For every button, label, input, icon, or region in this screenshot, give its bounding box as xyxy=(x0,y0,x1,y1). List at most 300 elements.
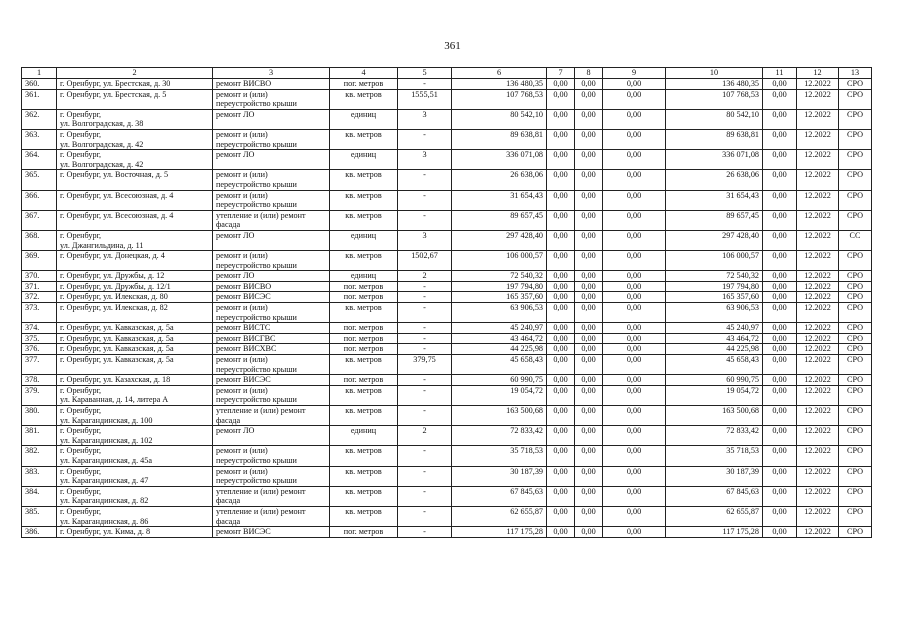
fund-share-cell: 0,00 xyxy=(547,230,575,250)
address-cell: г. Оренбург, ул. Всесоюзная, д. 4 xyxy=(57,210,213,230)
work-type-cell: ремонт и (или) переустройство крыши xyxy=(213,170,330,190)
deadline-cell: 12.2022 xyxy=(797,323,839,334)
address-cell: г. Оренбург, ул. Кавказская, д. 5а xyxy=(57,333,213,344)
owners-funds-cell: 30 187,39 xyxy=(666,466,763,486)
unit-cell: пог. метров xyxy=(330,79,398,90)
other-source-cell: 0,00 xyxy=(603,230,666,250)
total-cost-cell: 43 464,72 xyxy=(452,333,547,344)
specific-cost-cell: 0,00 xyxy=(763,303,797,323)
column-number: 2 xyxy=(57,68,213,79)
specific-cost-cell: 0,00 xyxy=(763,109,797,129)
table-row xyxy=(22,446,872,466)
total-cost-cell: 45 658,43 xyxy=(452,355,547,375)
work-type-cell: ремонт и (или) переустройство крыши xyxy=(213,190,330,210)
method-cell: СРО xyxy=(839,406,872,426)
table-row xyxy=(22,406,872,426)
volume-cell: - xyxy=(398,333,452,344)
works-register-table xyxy=(21,67,872,538)
fund-share-cell: 0,00 xyxy=(547,446,575,466)
column-number: 7 xyxy=(547,68,575,79)
total-cost-cell: 31 654,43 xyxy=(452,190,547,210)
deadline-cell: 12.2022 xyxy=(797,385,839,405)
row-number-cell: 377. xyxy=(22,355,57,375)
budget-share-cell: 0,00 xyxy=(575,281,603,292)
owners-funds-cell: 72 540,32 xyxy=(666,271,763,282)
table-row xyxy=(22,323,872,334)
table-row xyxy=(22,292,872,303)
other-source-cell: 0,00 xyxy=(603,89,666,109)
work-type-cell: ремонт ВИСВО xyxy=(213,79,330,90)
address-cell: г. Оренбург, ул. Джангильдина, д. 11 xyxy=(57,230,213,250)
table-row xyxy=(22,385,872,405)
budget-share-cell: 0,00 xyxy=(575,292,603,303)
total-cost-cell: 19 054,72 xyxy=(452,385,547,405)
budget-share-cell: 0,00 xyxy=(575,303,603,323)
address-cell: г. Оренбург, ул. Караванная, д. 14, литера А xyxy=(57,385,213,405)
specific-cost-cell: 0,00 xyxy=(763,333,797,344)
other-source-cell: 0,00 xyxy=(603,292,666,303)
budget-share-cell: 0,00 xyxy=(575,129,603,149)
specific-cost-cell: 0,00 xyxy=(763,385,797,405)
method-cell: СРО xyxy=(839,150,872,170)
fund-share-cell: 0,00 xyxy=(547,506,575,526)
work-type-cell: ремонт ЛО xyxy=(213,426,330,446)
other-source-cell: 0,00 xyxy=(603,323,666,334)
total-cost-cell: 163 500,68 xyxy=(452,406,547,426)
other-source-cell: 0,00 xyxy=(603,385,666,405)
owners-funds-cell: 26 638,06 xyxy=(666,170,763,190)
fund-share-cell: 0,00 xyxy=(547,292,575,303)
method-cell: СРО xyxy=(839,486,872,506)
row-number-cell: 371. xyxy=(22,281,57,292)
method-cell: СРО xyxy=(839,292,872,303)
table-row xyxy=(22,466,872,486)
table-row xyxy=(22,333,872,344)
specific-cost-cell: 0,00 xyxy=(763,406,797,426)
column-number: 11 xyxy=(763,68,797,79)
column-number-row xyxy=(22,68,872,79)
table-row xyxy=(22,271,872,282)
other-source-cell: 0,00 xyxy=(603,527,666,538)
row-number-cell: 386. xyxy=(22,527,57,538)
specific-cost-cell: 0,00 xyxy=(763,375,797,386)
total-cost-cell: 297 428,40 xyxy=(452,230,547,250)
specific-cost-cell: 0,00 xyxy=(763,129,797,149)
owners-funds-cell: 89 657,45 xyxy=(666,210,763,230)
volume-cell: - xyxy=(398,375,452,386)
total-cost-cell: 197 794,80 xyxy=(452,281,547,292)
address-cell: г. Оренбург, ул. Казахская, д. 18 xyxy=(57,375,213,386)
work-type-cell: ремонт и (или) переустройство крыши xyxy=(213,466,330,486)
work-type-cell: ремонт ЛО xyxy=(213,109,330,129)
total-cost-cell: 35 718,53 xyxy=(452,446,547,466)
unit-cell: кв. метров xyxy=(330,466,398,486)
method-cell: СРО xyxy=(839,129,872,149)
other-source-cell: 0,00 xyxy=(603,210,666,230)
volume-cell: - xyxy=(398,210,452,230)
owners-funds-cell: 165 357,60 xyxy=(666,292,763,303)
method-cell: СРО xyxy=(839,89,872,109)
table-row xyxy=(22,426,872,446)
volume-cell: 1502,67 xyxy=(398,251,452,271)
total-cost-cell: 136 480,35 xyxy=(452,79,547,90)
owners-funds-cell: 117 175,28 xyxy=(666,527,763,538)
method-cell: СРО xyxy=(839,385,872,405)
method-cell: СРО xyxy=(839,375,872,386)
deadline-cell: 12.2022 xyxy=(797,446,839,466)
specific-cost-cell: 0,00 xyxy=(763,466,797,486)
method-cell: СС xyxy=(839,230,872,250)
table-row xyxy=(22,303,872,323)
table-row xyxy=(22,527,872,538)
table-row xyxy=(22,506,872,526)
column-number: 12 xyxy=(797,68,839,79)
method-cell: СРО xyxy=(839,426,872,446)
address-cell: г. Оренбург, ул. Карагандинская, д. 45а xyxy=(57,446,213,466)
budget-share-cell: 0,00 xyxy=(575,109,603,129)
deadline-cell: 12.2022 xyxy=(797,190,839,210)
unit-cell: кв. метров xyxy=(330,385,398,405)
specific-cost-cell: 0,00 xyxy=(763,79,797,90)
row-number-cell: 375. xyxy=(22,333,57,344)
deadline-cell: 12.2022 xyxy=(797,292,839,303)
volume-cell: - xyxy=(398,79,452,90)
work-type-cell: ремонт и (или) переустройство крыши xyxy=(213,129,330,149)
owners-funds-cell: 44 225,98 xyxy=(666,344,763,355)
work-type-cell: ремонт и (или) переустройство крыши xyxy=(213,385,330,405)
address-cell: г. Оренбург, ул. Карагандинская, д. 86 xyxy=(57,506,213,526)
row-number-cell: 382. xyxy=(22,446,57,466)
volume-cell: 3 xyxy=(398,109,452,129)
work-type-cell: утепление и (или) ремонт фасада xyxy=(213,210,330,230)
work-type-cell: ремонт ВИСХВС xyxy=(213,344,330,355)
specific-cost-cell: 0,00 xyxy=(763,251,797,271)
budget-share-cell: 0,00 xyxy=(575,406,603,426)
page-number: 361 xyxy=(444,40,461,52)
other-source-cell: 0,00 xyxy=(603,303,666,323)
specific-cost-cell: 0,00 xyxy=(763,527,797,538)
row-number-cell: 380. xyxy=(22,406,57,426)
total-cost-cell: 72 540,32 xyxy=(452,271,547,282)
row-number-cell: 378. xyxy=(22,375,57,386)
budget-share-cell: 0,00 xyxy=(575,527,603,538)
budget-share-cell: 0,00 xyxy=(575,150,603,170)
address-cell: г. Оренбург, ул. Брестская, д. 30 xyxy=(57,79,213,90)
owners-funds-cell: 80 542,10 xyxy=(666,109,763,129)
deadline-cell: 12.2022 xyxy=(797,355,839,375)
other-source-cell: 0,00 xyxy=(603,271,666,282)
fund-share-cell: 0,00 xyxy=(547,355,575,375)
deadline-cell: 12.2022 xyxy=(797,210,839,230)
unit-cell: кв. метров xyxy=(330,406,398,426)
specific-cost-cell: 0,00 xyxy=(763,271,797,282)
owners-funds-cell: 106 000,57 xyxy=(666,251,763,271)
work-type-cell: ремонт и (или) переустройство крыши xyxy=(213,89,330,109)
total-cost-cell: 44 225,98 xyxy=(452,344,547,355)
row-number-cell: 360. xyxy=(22,79,57,90)
volume-cell: - xyxy=(398,129,452,149)
unit-cell: пог. метров xyxy=(330,281,398,292)
deadline-cell: 12.2022 xyxy=(797,486,839,506)
method-cell: СРО xyxy=(839,527,872,538)
fund-share-cell: 0,00 xyxy=(547,486,575,506)
address-cell: г. Оренбург, ул. Илекская, д. 80 xyxy=(57,292,213,303)
unit-cell: кв. метров xyxy=(330,251,398,271)
deadline-cell: 12.2022 xyxy=(797,426,839,446)
table-row xyxy=(22,190,872,210)
budget-share-cell: 0,00 xyxy=(575,271,603,282)
work-type-cell: утепление и (или) ремонт фасада xyxy=(213,486,330,506)
volume-cell: - xyxy=(398,506,452,526)
volume-cell: 2 xyxy=(398,271,452,282)
method-cell: СРО xyxy=(839,323,872,334)
method-cell: СРО xyxy=(839,466,872,486)
other-source-cell: 0,00 xyxy=(603,344,666,355)
owners-funds-cell: 297 428,40 xyxy=(666,230,763,250)
other-source-cell: 0,00 xyxy=(603,281,666,292)
specific-cost-cell: 0,00 xyxy=(763,190,797,210)
fund-share-cell: 0,00 xyxy=(547,210,575,230)
address-cell: г. Оренбург, ул. Кавказская, д. 5а xyxy=(57,355,213,375)
volume-cell: - xyxy=(398,292,452,303)
work-type-cell: ремонт ВИСЭС xyxy=(213,292,330,303)
fund-share-cell: 0,00 xyxy=(547,109,575,129)
table-row xyxy=(22,251,872,271)
total-cost-cell: 89 638,81 xyxy=(452,129,547,149)
fund-share-cell: 0,00 xyxy=(547,333,575,344)
deadline-cell: 12.2022 xyxy=(797,109,839,129)
total-cost-cell: 106 000,57 xyxy=(452,251,547,271)
table-row xyxy=(22,89,872,109)
specific-cost-cell: 0,00 xyxy=(763,170,797,190)
total-cost-cell: 60 990,75 xyxy=(452,375,547,386)
other-source-cell: 0,00 xyxy=(603,446,666,466)
address-cell: г. Оренбург, ул. Волгоградская, д. 42 xyxy=(57,129,213,149)
unit-cell: единиц xyxy=(330,230,398,250)
table-body xyxy=(22,79,872,538)
column-number: 5 xyxy=(398,68,452,79)
fund-share-cell: 0,00 xyxy=(547,344,575,355)
other-source-cell: 0,00 xyxy=(603,375,666,386)
specific-cost-cell: 0,00 xyxy=(763,150,797,170)
deadline-cell: 12.2022 xyxy=(797,150,839,170)
address-cell: г. Оренбург, ул. Волгоградская, д. 38 xyxy=(57,109,213,129)
method-cell: СРО xyxy=(839,281,872,292)
deadline-cell: 12.2022 xyxy=(797,527,839,538)
budget-share-cell: 0,00 xyxy=(575,446,603,466)
method-cell: СРО xyxy=(839,109,872,129)
row-number-cell: 366. xyxy=(22,190,57,210)
fund-share-cell: 0,00 xyxy=(547,190,575,210)
specific-cost-cell: 0,00 xyxy=(763,506,797,526)
row-number-cell: 368. xyxy=(22,230,57,250)
budget-share-cell: 0,00 xyxy=(575,333,603,344)
address-cell: г. Оренбург, ул. Карагандинская, д. 82 xyxy=(57,486,213,506)
table-row xyxy=(22,344,872,355)
column-number: 9 xyxy=(603,68,666,79)
work-type-cell: ремонт ВИСТС xyxy=(213,323,330,334)
unit-cell: кв. метров xyxy=(330,506,398,526)
work-type-cell: ремонт ЛО xyxy=(213,230,330,250)
unit-cell: единиц xyxy=(330,271,398,282)
budget-share-cell: 0,00 xyxy=(575,466,603,486)
unit-cell: пог. метров xyxy=(330,375,398,386)
other-source-cell: 0,00 xyxy=(603,79,666,90)
address-cell: г. Оренбург, ул. Донецкая, д. 4 xyxy=(57,251,213,271)
deadline-cell: 12.2022 xyxy=(797,506,839,526)
row-number-cell: 365. xyxy=(22,170,57,190)
table-row xyxy=(22,79,872,90)
row-number-cell: 381. xyxy=(22,426,57,446)
owners-funds-cell: 43 464,72 xyxy=(666,333,763,344)
row-number-cell: 364. xyxy=(22,150,57,170)
other-source-cell: 0,00 xyxy=(603,426,666,446)
total-cost-cell: 26 638,06 xyxy=(452,170,547,190)
work-type-cell: ремонт ВИСЭС xyxy=(213,527,330,538)
budget-share-cell: 0,00 xyxy=(575,426,603,446)
address-cell: г. Оренбург, ул. Кавказская, д. 5а xyxy=(57,344,213,355)
specific-cost-cell: 0,00 xyxy=(763,486,797,506)
address-cell: г. Оренбург, ул. Карагандинская, д. 47 xyxy=(57,466,213,486)
table-row xyxy=(22,150,872,170)
work-type-cell: ремонт и (или) переустройство крыши xyxy=(213,303,330,323)
method-cell: СРО xyxy=(839,170,872,190)
address-cell: г. Оренбург, ул. Илекская, д. 82 xyxy=(57,303,213,323)
unit-cell: кв. метров xyxy=(330,355,398,375)
unit-cell: кв. метров xyxy=(330,89,398,109)
work-type-cell: утепление и (или) ремонт фасада xyxy=(213,406,330,426)
volume-cell: - xyxy=(398,385,452,405)
work-type-cell: ремонт ЛО xyxy=(213,271,330,282)
budget-share-cell: 0,00 xyxy=(575,355,603,375)
owners-funds-cell: 45 240,97 xyxy=(666,323,763,334)
budget-share-cell: 0,00 xyxy=(575,375,603,386)
budget-share-cell: 0,00 xyxy=(575,230,603,250)
method-cell: СРО xyxy=(839,446,872,466)
unit-cell: кв. метров xyxy=(330,129,398,149)
volume-cell: - xyxy=(398,170,452,190)
address-cell: г. Оренбург, ул. Всесоюзная, д. 4 xyxy=(57,190,213,210)
work-type-cell: ремонт и (или) переустройство крыши xyxy=(213,355,330,375)
deadline-cell: 12.2022 xyxy=(797,251,839,271)
address-cell: г. Оренбург, ул. Кавказская, д. 5а xyxy=(57,323,213,334)
row-number-cell: 370. xyxy=(22,271,57,282)
method-cell: СРО xyxy=(839,79,872,90)
total-cost-cell: 45 240,97 xyxy=(452,323,547,334)
fund-share-cell: 0,00 xyxy=(547,303,575,323)
column-number: 3 xyxy=(213,68,330,79)
unit-cell: пог. метров xyxy=(330,292,398,303)
fund-share-cell: 0,00 xyxy=(547,323,575,334)
owners-funds-cell: 336 071,08 xyxy=(666,150,763,170)
other-source-cell: 0,00 xyxy=(603,333,666,344)
fund-share-cell: 0,00 xyxy=(547,170,575,190)
owners-funds-cell: 163 500,68 xyxy=(666,406,763,426)
address-cell: г. Оренбург, ул. Восточная, д. 5 xyxy=(57,170,213,190)
unit-cell: единиц xyxy=(330,109,398,129)
table-row xyxy=(22,486,872,506)
table-row xyxy=(22,109,872,129)
fund-share-cell: 0,00 xyxy=(547,375,575,386)
other-source-cell: 0,00 xyxy=(603,251,666,271)
row-number-cell: 367. xyxy=(22,210,57,230)
total-cost-cell: 67 845,63 xyxy=(452,486,547,506)
volume-cell: - xyxy=(398,323,452,334)
unit-cell: кв. метров xyxy=(330,303,398,323)
table-row xyxy=(22,375,872,386)
method-cell: СРО xyxy=(839,506,872,526)
fund-share-cell: 0,00 xyxy=(547,406,575,426)
table-row xyxy=(22,129,872,149)
volume-cell: 3 xyxy=(398,230,452,250)
row-number-cell: 385. xyxy=(22,506,57,526)
owners-funds-cell: 35 718,53 xyxy=(666,446,763,466)
volume-cell: - xyxy=(398,406,452,426)
row-number-cell: 383. xyxy=(22,466,57,486)
work-type-cell: ремонт ВИСЭС xyxy=(213,375,330,386)
work-type-cell: ремонт ЛО xyxy=(213,150,330,170)
row-number-cell: 362. xyxy=(22,109,57,129)
owners-funds-cell: 31 654,43 xyxy=(666,190,763,210)
volume-cell: - xyxy=(398,446,452,466)
total-cost-cell: 63 906,53 xyxy=(452,303,547,323)
total-cost-cell: 80 542,10 xyxy=(452,109,547,129)
column-number: 8 xyxy=(575,68,603,79)
volume-cell: 2 xyxy=(398,426,452,446)
total-cost-cell: 89 657,45 xyxy=(452,210,547,230)
address-cell: г. Оренбург, ул. Кима, д. 8 xyxy=(57,527,213,538)
specific-cost-cell: 0,00 xyxy=(763,446,797,466)
table-row xyxy=(22,230,872,250)
fund-share-cell: 0,00 xyxy=(547,150,575,170)
budget-share-cell: 0,00 xyxy=(575,486,603,506)
method-cell: СРО xyxy=(839,355,872,375)
volume-cell: - xyxy=(398,281,452,292)
work-type-cell: ремонт и (или) переустройство крыши xyxy=(213,446,330,466)
row-number-cell: 384. xyxy=(22,486,57,506)
total-cost-cell: 62 655,87 xyxy=(452,506,547,526)
work-type-cell: ремонт и (или) переустройство крыши xyxy=(213,251,330,271)
unit-cell: кв. метров xyxy=(330,486,398,506)
other-source-cell: 0,00 xyxy=(603,129,666,149)
fund-share-cell: 0,00 xyxy=(547,129,575,149)
other-source-cell: 0,00 xyxy=(603,506,666,526)
budget-share-cell: 0,00 xyxy=(575,251,603,271)
owners-funds-cell: 60 990,75 xyxy=(666,375,763,386)
method-cell: СРО xyxy=(839,190,872,210)
deadline-cell: 12.2022 xyxy=(797,170,839,190)
volume-cell: 1555,51 xyxy=(398,89,452,109)
deadline-cell: 12.2022 xyxy=(797,344,839,355)
other-source-cell: 0,00 xyxy=(603,150,666,170)
row-number-cell: 374. xyxy=(22,323,57,334)
method-cell: СРО xyxy=(839,344,872,355)
other-source-cell: 0,00 xyxy=(603,109,666,129)
owners-funds-cell: 19 054,72 xyxy=(666,385,763,405)
address-cell: г. Оренбург, ул. Брестская, д. 5 xyxy=(57,89,213,109)
total-cost-cell: 72 833,42 xyxy=(452,426,547,446)
specific-cost-cell: 0,00 xyxy=(763,89,797,109)
fund-share-cell: 0,00 xyxy=(547,251,575,271)
column-number: 4 xyxy=(330,68,398,79)
total-cost-cell: 117 175,28 xyxy=(452,527,547,538)
address-cell: г. Оренбург, ул. Карагандинская, д. 102 xyxy=(57,426,213,446)
table-row xyxy=(22,210,872,230)
deadline-cell: 12.2022 xyxy=(797,230,839,250)
specific-cost-cell: 0,00 xyxy=(763,355,797,375)
other-source-cell: 0,00 xyxy=(603,170,666,190)
unit-cell: пог. метров xyxy=(330,344,398,355)
